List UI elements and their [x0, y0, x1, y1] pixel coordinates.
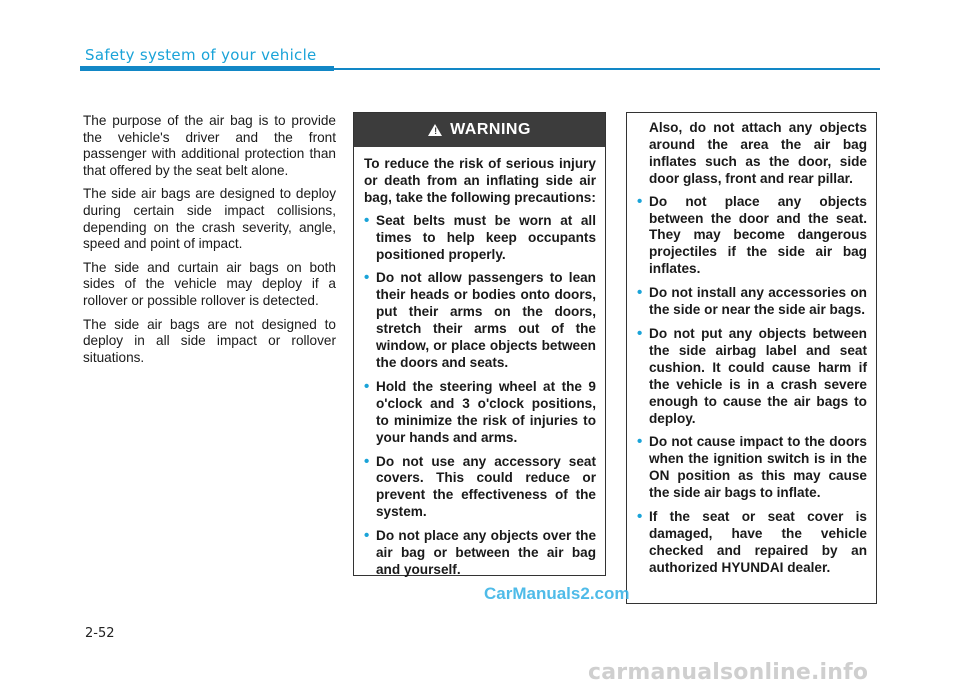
section-title: Safety system of your vehicle — [85, 46, 317, 64]
warning-item: • If the seat or seat cover is damaged, have the vehicle checked and repaired by an authorized HYUNDAI dealer. — [637, 508, 867, 575]
bullet-icon: • — [637, 284, 643, 302]
warning-intro: To reduce the risk of serious injury or death from an inflating side air bag, take the following precautions: — [364, 156, 596, 205]
warning-body — [354, 147, 605, 579]
paragraph: The side air bags are designed to deploy during certain side impact collisions, depending on the crash severity, angle, speed and point of impact. — [83, 186, 336, 252]
paragraph: The side air bags are not designed to deploy in all side impact or rollover situations. — [83, 316, 336, 365]
warning-continued-body — [627, 113, 876, 577]
site-watermark: carmanualsonline.info — [588, 660, 869, 685]
continued-intro: Also, do not attach any objects around the area the air bag inflates such as the door, side door glass, front and rear pillar. — [649, 120, 867, 186]
bullet-icon: • — [637, 508, 643, 526]
warning-continued-box — [626, 112, 877, 604]
warning-item: • Do not put any objects between the side airbag label and seat cushion. It could cause harm if the vehicle is in a crash severe enough to cause the air bags to deploy. — [637, 324, 867, 426]
warning-item: • Do not allow passengers to lean their heads or bodies onto doors, put their arms on the doors, stretch their arms out of the window, or place objects between the doors and seats. — [364, 269, 596, 370]
bullet-icon: • — [637, 192, 643, 210]
warning-item: • Do not place any objects over the air bag or between the air bag and yourself. — [364, 527, 596, 577]
bullet-icon: • — [364, 269, 370, 287]
bullet-icon: • — [364, 211, 370, 229]
warning-item: • Do not use any accessory seat covers. This could reduce or prevent the effectiveness of the system. — [364, 452, 596, 520]
page-number: 2-52 — [85, 626, 115, 641]
bullet-icon: • — [364, 452, 370, 470]
warning-box — [353, 112, 606, 576]
warning-item: • Hold the steering wheel at the 9 o'clock and 3 o'clock positions, to minimize the risk of injuries to your hands and arms. — [364, 377, 596, 445]
bullet-icon: • — [637, 433, 643, 451]
header-rule-thin — [334, 68, 880, 70]
bullet-icon: • — [637, 324, 643, 342]
warning-item: • Do not place any objects between the door and the seat. They may become dangerous projectiles if the side air bag inflates. — [637, 192, 867, 277]
paragraph: The side and curtain air bags on both sides of the vehicle may deploy if a rollover or possible rollover is detected. — [83, 259, 336, 308]
warning-list — [364, 213, 596, 579]
bullet-icon: • — [364, 527, 370, 545]
warning-item: • Do not install any accessories on the side or near the side air bags. — [637, 284, 867, 318]
header-rule-thick — [80, 66, 334, 71]
continued-list — [637, 194, 867, 577]
warning-item: • Do not cause impact to the doors when the ignition switch is in the ON position as this may cause the side air bags to inflate. — [637, 433, 867, 501]
body-text-column — [83, 113, 336, 373]
warning-header — [354, 113, 605, 147]
warning-label: WARNING — [450, 121, 531, 138]
watermark-logo: CarManuals2.com — [484, 584, 630, 603]
warning-triangle-icon: ! — [428, 124, 442, 136]
bullet-icon: • — [364, 377, 370, 395]
warning-item: • Seat belts must be worn at all times to help keep occupants positioned properly. — [364, 211, 596, 262]
paragraph: The purpose of the air bag is to provide the vehicle's driver and the front passenger with additional protection than that offered by the seat belt alone. — [83, 113, 336, 178]
